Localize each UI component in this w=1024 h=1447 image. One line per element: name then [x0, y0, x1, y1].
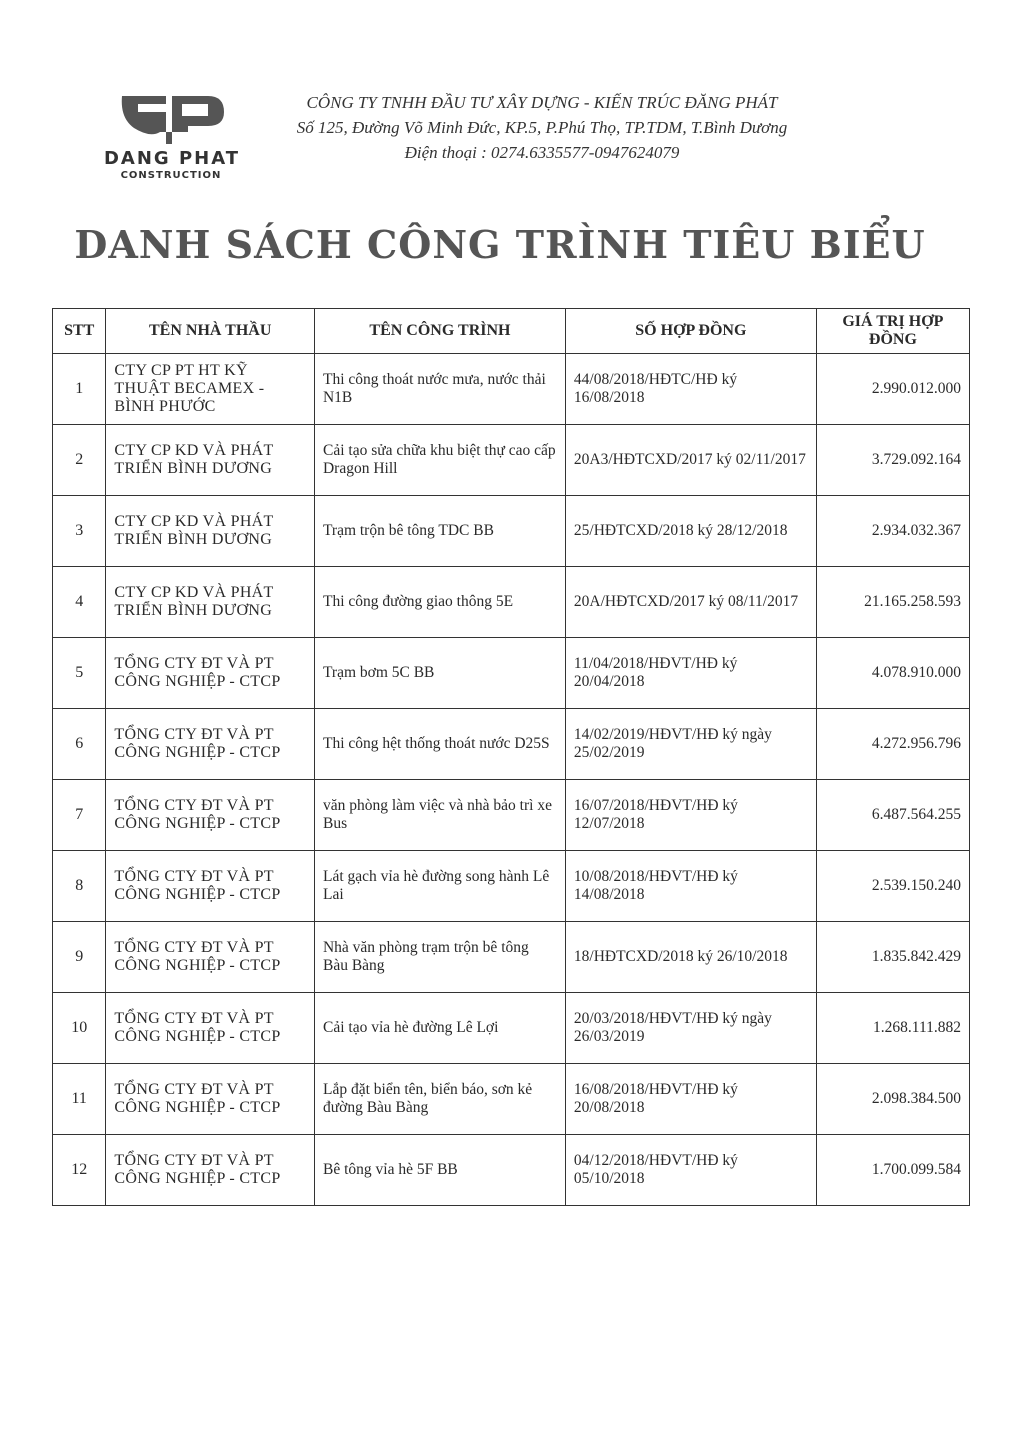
- row-stt: 9: [53, 922, 106, 993]
- row-project: Thi công thoát nước mưa, nước thải N1B: [314, 354, 565, 425]
- table-row: [53, 922, 970, 993]
- company-header: [232, 90, 852, 165]
- row-contract: 04/12/2018/HĐVT/HĐ ký 05/10/2018: [565, 1135, 816, 1206]
- row-project: Cải tạo sửa chữa khu biệt thự cao cấp Dragon Hill: [314, 425, 565, 496]
- row-contractor: TỔNG CTY ĐT VÀ PT CÔNG NGHIỆP - CTCP: [106, 851, 315, 922]
- row-project: Bê tông vỉa hè 5F BB: [314, 1135, 565, 1206]
- table-row: [53, 496, 970, 567]
- header-project: TÊN CÔNG TRÌNH: [314, 309, 565, 354]
- row-contractor: CTY CP KD VÀ PHÁT TRIỂN BÌNH DƯƠNG: [106, 425, 315, 496]
- row-stt: 1: [53, 354, 106, 425]
- row-stt: 10: [53, 993, 106, 1064]
- row-contract: 10/08/2018/HĐVT/HĐ ký 14/08/2018: [565, 851, 816, 922]
- row-project: Trạm trộn bê tông TDC BB: [314, 496, 565, 567]
- row-value: 2.539.150.240: [816, 851, 969, 922]
- row-value: 1.835.842.429: [816, 922, 969, 993]
- row-value: 2.098.384.500: [816, 1064, 969, 1135]
- row-stt: 3: [53, 496, 106, 567]
- row-project: Lắp đặt biển tên, biển báo, sơn kẻ đường Bàu Bàng: [314, 1064, 565, 1135]
- row-value: 21.165.258.593: [816, 567, 969, 638]
- company-name: CÔNG TY TNHH ĐẦU TƯ XÂY DỰNG - KIẾN TRÚC ĐĂNG PHÁT: [306, 93, 778, 112]
- row-stt: 8: [53, 851, 106, 922]
- project-table: [52, 308, 970, 1206]
- row-value: 1.700.099.584: [816, 1135, 969, 1206]
- row-contract: 18/HĐTCXD/2018 ký 26/10/2018: [565, 922, 816, 993]
- header-contractor: TÊN NHÀ THẦU: [106, 309, 315, 354]
- row-contractor: TỔNG CTY ĐT VÀ PT CÔNG NGHIỆP - CTCP: [106, 709, 315, 780]
- row-project: Lát gạch vỉa hè đường song hành Lê Lai: [314, 851, 565, 922]
- row-stt: 12: [53, 1135, 106, 1206]
- row-contractor: TỔNG CTY ĐT VÀ PT CÔNG NGHIỆP - CTCP: [106, 638, 315, 709]
- row-stt: 7: [53, 780, 106, 851]
- table-row: [53, 780, 970, 851]
- logo-subtitle: CONSTRUCTION: [120, 170, 222, 181]
- logo-mark-icon: [116, 88, 226, 146]
- row-contract: 25/HĐTCXD/2018 ký 28/12/2018: [565, 496, 816, 567]
- row-contract: 44/08/2018/HĐTC/HĐ ký 16/08/2018: [565, 354, 816, 425]
- company-phone: Điện thoại : 0274.6335577-0947624079: [404, 143, 680, 162]
- row-stt: 2: [53, 425, 106, 496]
- row-contract: 16/08/2018/HĐVT/HĐ ký 20/08/2018: [565, 1064, 816, 1135]
- table-row: [53, 425, 970, 496]
- row-project: Cải tạo vỉa hè đường Lê Lợi: [314, 993, 565, 1064]
- header-value: GIÁ TRỊ HỢP ĐỒNG: [816, 309, 969, 354]
- table-row: [53, 567, 970, 638]
- row-stt: 6: [53, 709, 106, 780]
- table-row: [53, 851, 970, 922]
- row-value: 2.934.032.367: [816, 496, 969, 567]
- row-contractor: CTY CP PT HT KỸ THUẬT BECAMEX - BÌNH PHƯỚC: [106, 354, 315, 425]
- row-contractor: TỔNG CTY ĐT VÀ PT CÔNG NGHIỆP - CTCP: [106, 993, 315, 1064]
- row-stt: 4: [53, 567, 106, 638]
- header-stt: STT: [53, 309, 106, 354]
- row-stt: 5: [53, 638, 106, 709]
- row-project: Thi công hệt thống thoát nước D25S: [314, 709, 565, 780]
- row-contract: 11/04/2018/HĐVT/HĐ ký 20/04/2018: [565, 638, 816, 709]
- row-stt: 11: [53, 1064, 106, 1135]
- document-title: DANH SÁCH CÔNG TRÌNH TIÊU BIỂU: [74, 222, 926, 267]
- table-row: [53, 1135, 970, 1206]
- company-address: Số 125, Đường Võ Minh Đức, KP.5, P.Phú Thọ, TP.TDM, T.Bình Dương: [296, 118, 788, 137]
- table-row: [53, 638, 970, 709]
- row-project: Thi công đường giao thông 5E: [314, 567, 565, 638]
- table-row: [53, 1064, 970, 1135]
- row-value: 2.990.012.000: [816, 354, 969, 425]
- row-contractor: TỔNG CTY ĐT VÀ PT CÔNG NGHIỆP - CTCP: [106, 922, 315, 993]
- row-project: văn phòng làm việc và nhà bảo trì xe Bus: [314, 780, 565, 851]
- row-value: 4.272.956.796: [816, 709, 969, 780]
- table-header-row: [53, 309, 970, 354]
- row-contractor: TỔNG CTY ĐT VÀ PT CÔNG NGHIỆP - CTCP: [106, 1135, 315, 1206]
- row-project: Trạm bơm 5C BB: [314, 638, 565, 709]
- table-row: [53, 993, 970, 1064]
- table-row: [53, 354, 970, 425]
- row-value: 6.487.564.255: [816, 780, 969, 851]
- row-contractor: TỔNG CTY ĐT VÀ PT CÔNG NGHIỆP - CTCP: [106, 780, 315, 851]
- row-project: Nhà văn phòng trạm trộn bê tông Bàu Bàng: [314, 922, 565, 993]
- row-contractor: CTY CP KD VÀ PHÁT TRIỂN BÌNH DƯƠNG: [106, 496, 315, 567]
- row-contract: 14/02/2019/HĐVT/HĐ ký ngày 25/02/2019: [565, 709, 816, 780]
- row-value: 1.268.111.882: [816, 993, 969, 1064]
- row-contractor: CTY CP KD VÀ PHÁT TRIỂN BÌNH DƯƠNG: [106, 567, 315, 638]
- row-contract: 20/03/2018/HĐVT/HĐ ký ngày 26/03/2019: [565, 993, 816, 1064]
- row-contract: 20A/HĐTCXD/2017 ký 08/11/2017: [565, 567, 816, 638]
- row-value: 4.078.910.000: [816, 638, 969, 709]
- logo-name: DANG PHAT: [103, 148, 241, 169]
- row-contract: 20A3/HĐTCXD/2017 ký 02/11/2017: [565, 425, 816, 496]
- row-contractor: TỔNG CTY ĐT VÀ PT CÔNG NGHIỆP - CTCP: [106, 1064, 315, 1135]
- row-value: 3.729.092.164: [816, 425, 969, 496]
- row-contract: 16/07/2018/HĐVT/HĐ ký 12/07/2018: [565, 780, 816, 851]
- header-contract: SỐ HỢP ĐỒNG: [565, 309, 816, 354]
- table-row: [53, 709, 970, 780]
